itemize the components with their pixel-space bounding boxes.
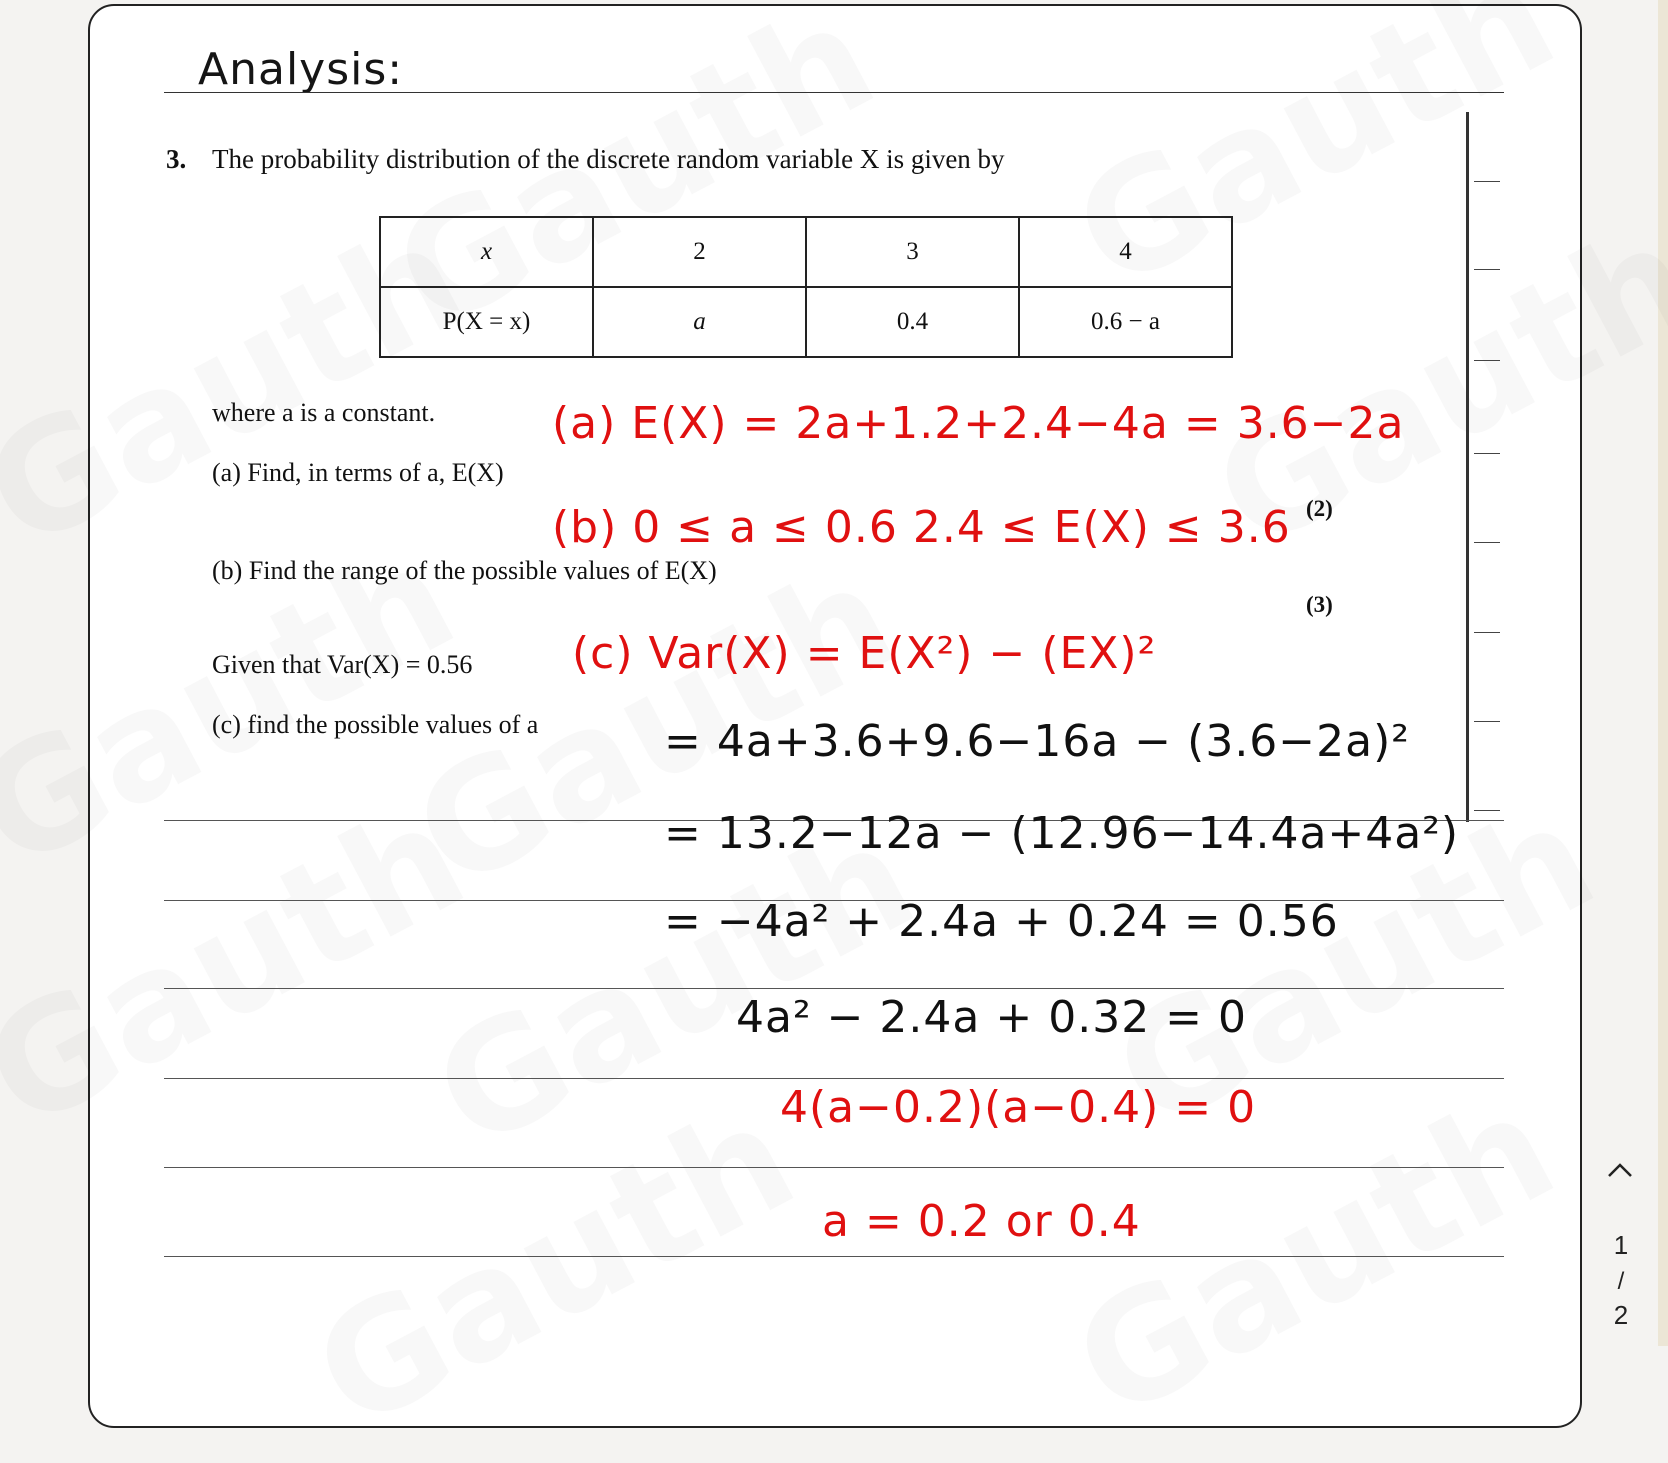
answer-line (164, 988, 1504, 989)
handwritten-working-c4: = −4a² + 2.4a + 0.24 = 0.56 (664, 896, 1339, 947)
total-pages-number: 2 (1613, 1300, 1629, 1330)
heading-underline (164, 92, 1504, 93)
table-cell: 0.4 (806, 287, 1019, 357)
margin-tick (1474, 632, 1500, 633)
table-cell: P(X = x) (380, 287, 593, 357)
handwritten-final-answer: a = 0.2 or 0.4 (822, 1196, 1141, 1247)
handwritten-answer-c1: (c) Var(X) = E(X²) − (EX)² (572, 628, 1157, 679)
table-cell: 3 (806, 217, 1019, 287)
handwritten-answer-a: (a) E(X) = 2a+1.2+2.4−4a = 3.6−2a (552, 398, 1405, 449)
question-stem: where a is a constant. (212, 398, 436, 427)
margin-tick (1474, 453, 1500, 454)
margin-tick (1474, 269, 1500, 270)
question-number: 3. (166, 144, 187, 174)
answer-line (164, 1256, 1504, 1257)
part-c-text: (c) find the possible values of a (212, 710, 539, 739)
handwritten-working-c2: = 4a+3.6+9.6−16a − (3.6−2a)² (664, 716, 1410, 767)
page-edge (1658, 0, 1668, 1346)
margin-tick (1474, 542, 1500, 543)
page-indicator (1596, 1160, 1646, 1340)
part-b-marks: (3) (1306, 592, 1333, 617)
margin-tick (1474, 810, 1500, 811)
table-row (380, 287, 1232, 357)
part-a-text: (a) Find, in terms of a, E(X) (212, 458, 504, 487)
part-b-text: (b) Find the range of the possible values of E(X) (212, 556, 717, 585)
chevron-up-icon[interactable] (1606, 1160, 1634, 1188)
table-cell: 4 (1019, 217, 1232, 287)
table-cell: 0.6 − a (1019, 287, 1232, 357)
handwritten-working-c3: = 13.2−12a − (12.96−14.4a+4a²) (664, 808, 1460, 859)
handwritten-factorised: 4(a−0.2)(a−0.4) = 0 (780, 1082, 1257, 1133)
margin-tick (1474, 721, 1500, 722)
table-cell: 2 (593, 217, 806, 287)
answer-line (164, 1167, 1504, 1168)
current-page-number: 1 (1613, 1230, 1629, 1260)
analysis-heading: Analysis: (198, 44, 404, 95)
margin-bar (1466, 112, 1469, 822)
handwritten-working-c5: 4a² − 2.4a + 0.32 = 0 (736, 992, 1248, 1043)
handwritten-answer-b: (b) 0 ≤ a ≤ 0.6 2.4 ≤ E(X) ≤ 3.6 (552, 502, 1291, 553)
margin-tick (1474, 360, 1500, 361)
given-text: Given that Var(X) = 0.56 (212, 650, 473, 679)
part-a-marks: (2) (1306, 496, 1333, 521)
table-cell: x (380, 217, 593, 287)
question-text: The probability distribution of the discrete random variable X is given by (212, 144, 1005, 174)
distribution-table (379, 216, 1233, 358)
margin-tick (1474, 181, 1500, 182)
table-row (380, 217, 1232, 287)
table-cell: a (593, 287, 806, 357)
answer-line (164, 1078, 1504, 1079)
page-separator: / (1617, 1268, 1625, 1295)
